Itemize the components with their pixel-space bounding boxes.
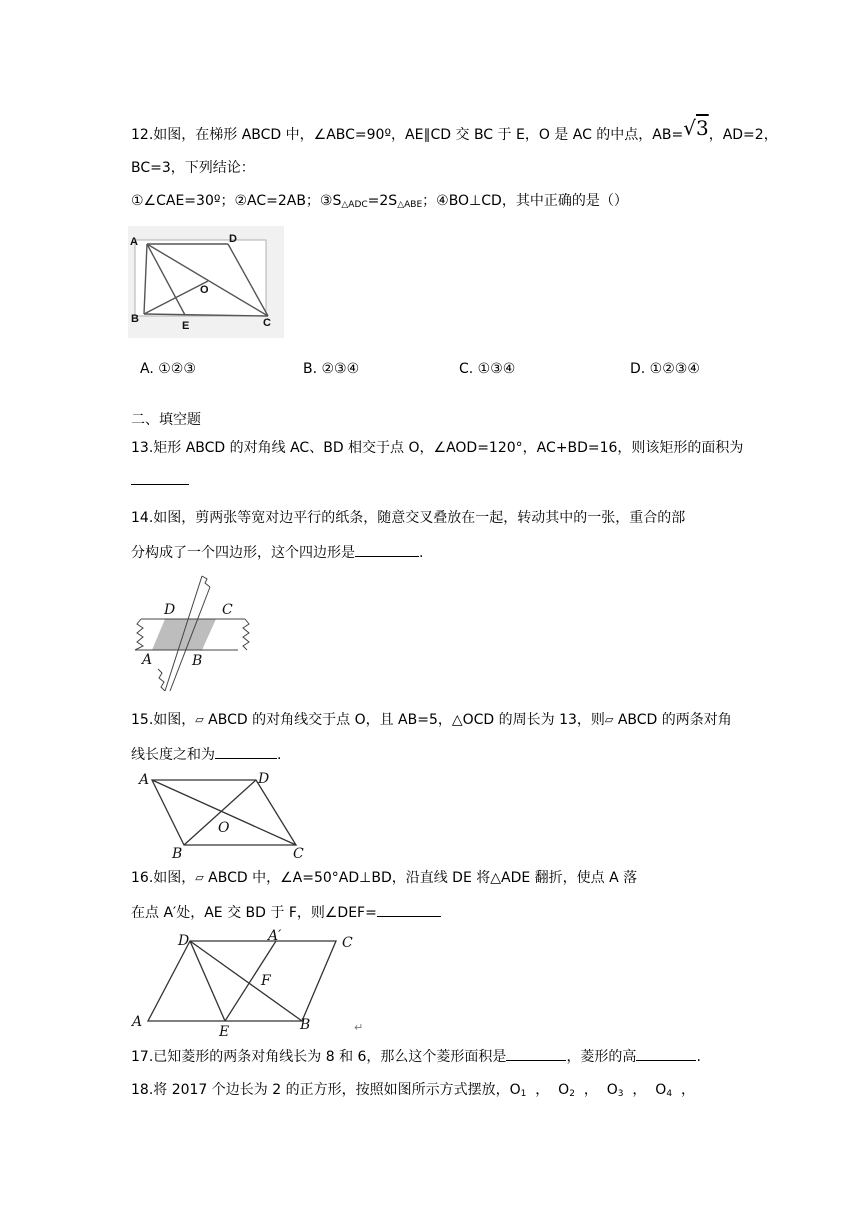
- q14-strips-figure: [128, 574, 250, 694]
- label-A-prime: A′: [268, 928, 282, 944]
- answer-blank-area[interactable]: [506, 1046, 566, 1061]
- label-A: A: [142, 652, 153, 668]
- q14-line1: 14.如图，剪两张等宽对边平行的纸条，随意交叉叠放在一起，转动其中的一张，重合的部: [131, 510, 686, 526]
- label-D: D: [178, 933, 190, 949]
- q12-line3: ①∠CAE=30º；②AC=2AB；$③S_{\triangle ADC}=2S_{\triangle ABE}$；④BO⊥CD，其中正确的是（）: [131, 193, 628, 210]
- q18-line1: 18.将 2017 个边长为 2 的正方形，按照如图所示方式摆放，$O_1$ ， $O_2$ ， $O_3$ ， $O_4$ ，: [131, 1082, 695, 1099]
- label-O: O: [218, 820, 230, 836]
- label-C: C: [342, 935, 353, 951]
- q14-line2: 分构成了一个四边形，这个四边形是 .: [131, 542, 423, 563]
- q16-fold-figure: [128, 926, 368, 1038]
- label-B: B: [300, 1017, 311, 1033]
- label-A: A: [130, 236, 138, 248]
- subscript-adc: △ADC: [341, 200, 368, 210]
- q12-text-a: 12.如图，在梯形 ABCD 中，∠ABC=90º，AE∥CD 交 BC 于 E，O 是 AC 的中点，AB=: [131, 127, 684, 143]
- return-mark-icon: ↵: [354, 1021, 364, 1034]
- parallelogram-icon: ▱: [195, 871, 204, 884]
- label-D: D: [258, 771, 270, 787]
- q12-line1: [131, 116, 778, 145]
- label-O: O: [200, 284, 209, 296]
- q15-parallelogram-figure: [134, 770, 310, 860]
- answer-blank-height[interactable]: [636, 1046, 696, 1061]
- parallelogram-icon: ▱: [195, 713, 204, 726]
- label-B: B: [192, 653, 203, 669]
- q15-line1: 15.如图，▱ ABCD 的对角线交于点 O，且 AB=5，△OCD 的周长为 13，则▱ ABCD 的两条对角: [131, 712, 732, 728]
- label-C: C: [263, 317, 271, 329]
- label-B: B: [131, 313, 139, 325]
- q16-line2: 在点 A′处，AE 交 BD 于 F，则∠DEF=: [131, 902, 441, 923]
- q15-line2: 线长度之和为 .: [131, 744, 281, 765]
- label-E: E: [182, 320, 190, 332]
- q12-text-b: ，AD=2，: [708, 127, 778, 143]
- label-F: F: [261, 973, 271, 989]
- label-C: C: [222, 602, 233, 618]
- q12-trapezoid-figure: [128, 226, 284, 338]
- q17-line1: 17.已知菱形的两条对角线长为 8 和 6，那么这个菱形面积是 ，菱形的高 .: [131, 1046, 701, 1067]
- section-title: 二、填空题: [131, 412, 201, 428]
- q13-answer-line[interactable]: [131, 470, 189, 491]
- q12-option-d[interactable]: D. ①②③④: [630, 361, 700, 377]
- label-A: A: [139, 772, 150, 788]
- q12-option-a[interactable]: A. ①②③: [140, 361, 196, 377]
- label-B: B: [172, 846, 183, 860]
- answer-blank[interactable]: [131, 470, 189, 485]
- label-E: E: [219, 1024, 230, 1038]
- sqrt-arg: 3: [695, 116, 709, 140]
- label-D: D: [164, 602, 176, 618]
- subscript-abe: △ABE: [397, 200, 423, 210]
- label-A: A: [132, 1014, 143, 1030]
- q12-line2: BC=3，下列结论：: [131, 160, 255, 176]
- label-D: D: [229, 233, 237, 245]
- label-C: C: [293, 846, 304, 860]
- sqrt-symbol: √3: [683, 116, 709, 140]
- parallelogram-icon: ▱: [604, 713, 614, 726]
- q16-line1: 16.如图，▱ ABCD 中，∠A=50°AD⊥BD，沿直线 DE 将△ADE 翻折，使点 A 落: [131, 870, 638, 886]
- q12-option-c[interactable]: C. ①③④: [459, 361, 516, 377]
- answer-blank[interactable]: [355, 542, 419, 557]
- q12-option-b[interactable]: B. ②③④: [303, 361, 360, 377]
- answer-blank[interactable]: [377, 902, 441, 917]
- q13-line1: 13.矩形 ABCD 的对角线 AC、BD 相交于点 O，∠AOD=120°，AC+BD=16，则该矩形的面积为: [131, 440, 744, 456]
- answer-blank[interactable]: [215, 744, 277, 759]
